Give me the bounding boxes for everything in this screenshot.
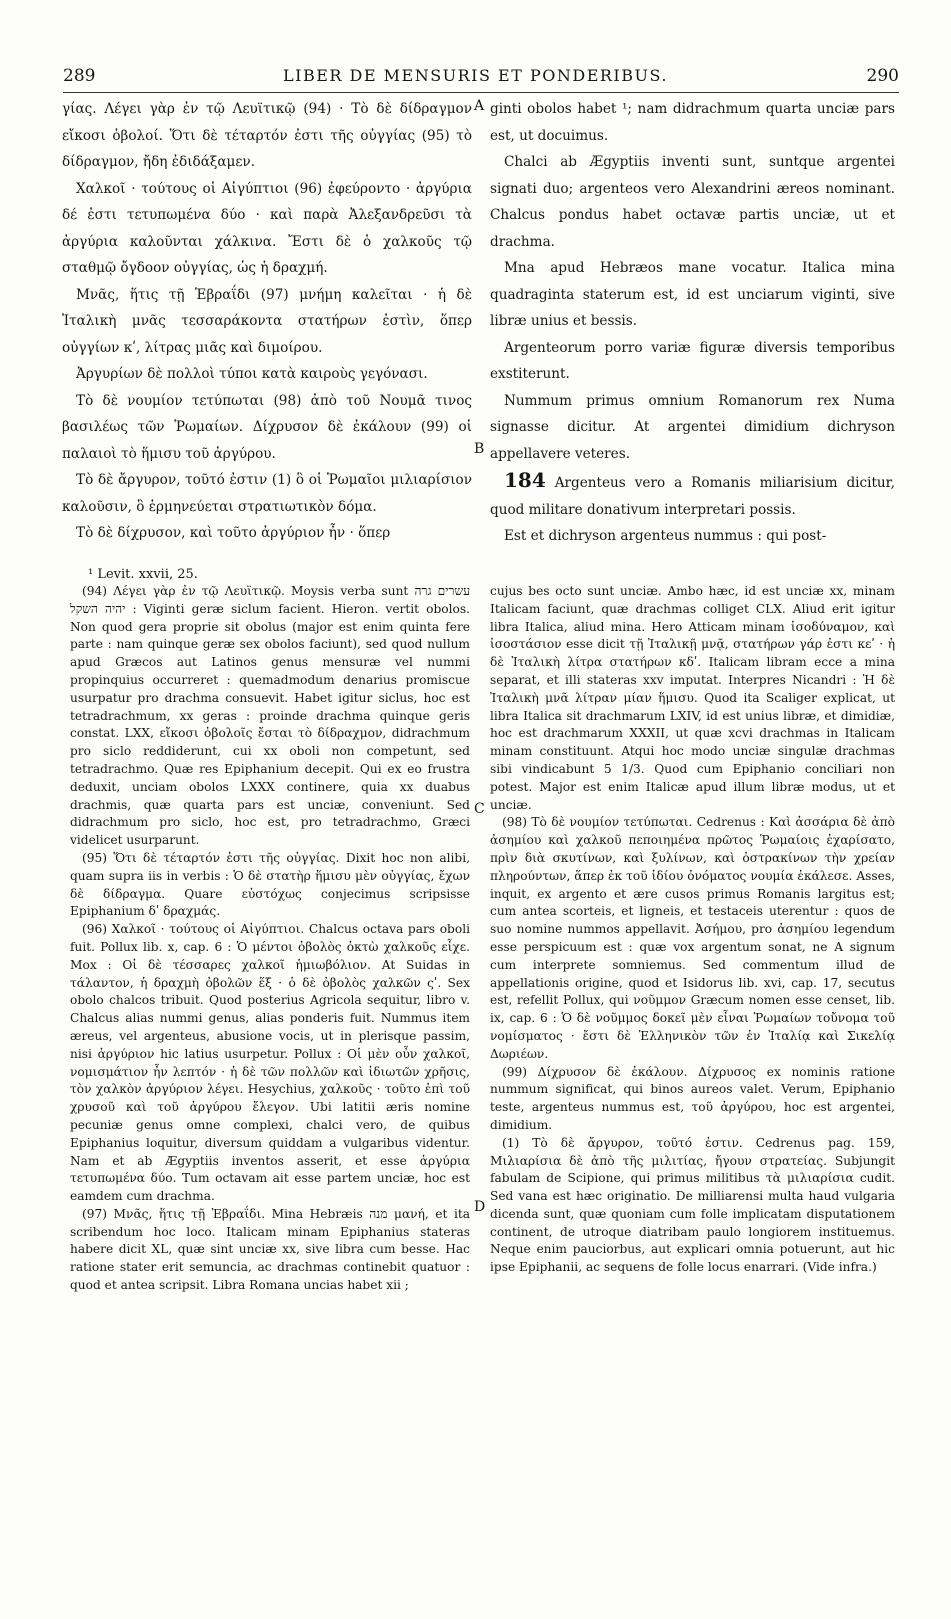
notes-left-column xyxy=(70,583,470,1295)
note-paragraph: (95) Ὅτι δὲ τέταρτόν ἐστι τῆς οὐγγίας. Dixit hoc non alibi, quam supra iis in verbis : Ὁ δὲ στατὴρ ἥμισυ μὲν οὐγγίας, ἔχων δὲ δίδραγμα. Quare εὐστόχως conjecimus scripsisse Epiphanium δʹ δραχμάς. xyxy=(70,850,470,919)
note-paragraph: (96) Χαλκοῖ · τούτους οἱ Αἰγύπτιοι. Chalcus octava pars oboli fuit. Pollux lib. x, cap. 6 : Ὁ μέντοι ὀβολὸς ὀκτὼ χαλκοῦς εἶχε. Mox : Οἱ δὲ τέσσαρες χαλκοῖ ἡμιωβόλιον. At Suidas in τάλαντον, ἡ δραχμὴ ὀβολῶν ἕξ · ὁ δὲ ὀβολὸς χαλκῶν ςʹ. Sex obolo chalcos tribuit. Quod posterius Agricola sequitur, libro v. Chalcus alias nummi genus, alias ponderis fuit. Nummus item æreus, vel argenteus, abusione vocis, ut in plerisque passim, nisi ἀργύριον hic latius usurpetur. Pollux : Οἱ μὲν οὖν χαλκοῖ, νομισμάτιον ἦν λεπτόν · ἡ δὲ τῶν πολλῶν καὶ ἰδιωτῶν χρῆσις, τὸν χαλκὸν ἀργύριον λέγει. Hesychius, χαλκοῦς · τοῦτο ἐπὶ τοῦ χρυσοῦ καὶ τοῦ ἀργύρου ἔλεγον. Ubi latitii æris nomine pecuniæ genus omne complexi, chalci vero, de quibus Epiphanius loquitur, diversum quiddam a vulgaribus videntur. Nam et ab Ægyptiis inventos asserit, et esse ἀργύρια τετυπωμένα δύο. Tum octavam ait esse partem unciæ, hoc est eamdem cum drachma. xyxy=(70,922,470,1204)
note-paragraph: (94) Λέγει γὰρ ἐν τῷ Λευϊτικῷ. Moysis verba sunt עשרים גרה יהיה השקל : Viginti geræ siclum facient. Hieron. vertit obolos. Non quod gera proprie sit obolus (major est enim quinta fere parte : nam quinque geræ sex obolos faciunt), sed quod nullum apud Græcos aut Latinos genus mensuræ vel nummi propinquius occurreret : quemadmodum denarius promiscue usurpatur pro drachma consuevit. Habet igitur siclus, hoc est tetradrachmum, xx geras : proinde drachma quinque geris constat. LXX, εἴκοσι ὀβολοῖς ἔσται τὸ δίδραχμον, didrachmum pro siclo reddiderunt, cui xx oboli non competunt, sed tetradrachmo. Quæ res Epiphanium decepit. Qui ex eo frustra deduxit, unciam obolos LXXX continere, quia xx duabus drachmis, quæ quarta pars est unciæ, conveniunt. Sed didrachmum pro siclo, hoc est, pro tetradrachmo, Græci videlicet usurparunt. xyxy=(70,584,470,848)
latin-paragraph: Nummum primus omnium Romanorum rex Numa signasse dicitur. At argentei dimidium dichryson appellavere veteres. xyxy=(490,392,895,462)
latin-paragraph-text: Argenteus vero a Romanis miliarisium dicitur, quod militare donativum interpretari possis. xyxy=(490,475,895,518)
header-rule xyxy=(63,92,899,93)
greek-paragraph: Ἀργυρίων δὲ πολλοὶ τύποι κατὰ καιροὺς γεγόνασι. xyxy=(76,366,428,382)
latin-paragraph: Est et dichryson argenteus nummus : qui post- xyxy=(504,528,827,544)
greek-paragraph: Τὸ δὲ ἄργυρον, τοῦτό ἐστιν (1) ὃ οἱ Ῥωμαῖοι μιλιαρίσιον καλοῦσιν, ὃ ἑρμηνεύεται στρατιωτικὸν δόμα. xyxy=(62,472,472,515)
latin-text-column xyxy=(490,96,895,550)
margin-letter: A xyxy=(474,98,485,114)
margin-letter: D xyxy=(474,1199,486,1215)
page-number-right: 290 xyxy=(866,66,899,86)
running-title: LIBER DE MENSURIS ET PONDERIBUS. xyxy=(283,66,668,85)
greek-paragraph: γίας. Λέγει γὰρ ἐν τῷ Λευϊτικῷ (94) · Τὸ δὲ δίδραγμον εἴκοσι ὀβολοί. Ὅτι δὲ τέταρτόν ἐστι τῆς οὐγγίας (95) τὸ δίδραγμον, ἤδη ἐδιδάξαμεν. xyxy=(62,101,472,170)
footnote: ¹ Levit. xxvii, 25. xyxy=(88,567,198,582)
page-number-left: 289 xyxy=(63,66,96,86)
note-paragraph: (1) Τὸ δὲ ἄργυρον, τοῦτό ἐστιν. Cedrenus pag. 159, Μιλιαρίσια δὲ ἀπὸ τῆς μιλιτίας, ἤγουν στρατείας. Subjungit fabulam de Scipione, qui primus militibus τὰ μιλιαρίσια cudit. Sed vana est hæc originatio. De milliarensi multa haud vulgaria dicenda sunt, quæ quoniam cum folle implicatam disputationem continent, de utroque diatribam paulo longiorem instituemus. Neque enim pauciorbus, aut explicari omnia potuerunt, aut hic ipse Epiphanii, ac sequens de folle locus enarrari. (Vide infra.) xyxy=(490,1135,895,1275)
greek-paragraph: Τὸ δὲ νουμίον τετύπωται (98) ἀπὸ τοῦ Νουμᾶ τινος βασιλέως τῶν Ῥωμαίων. Δίχρυσον δὲ ἐκάλουν (99) οἱ παλαιοὶ τὸ ἥμισυ τοῦ ἀργύρου. xyxy=(62,392,472,462)
greek-paragraph: Μνᾶς, ἥτις τῇ Ἑβραΐδι (97) μνήμη καλεῖται · ἡ δὲ Ἰταλικὴ μνᾶς τεσσαράκοντα στατήρων ἐστὶν, ὅπερ οὐγγίων κʹ, λίτρας μιᾶς καὶ διμοίρου. xyxy=(62,286,472,356)
notes-right-column xyxy=(490,583,895,1277)
note-paragraph: (98) Τὸ δὲ νουμίον τετύπωται. Cedrenus : Καὶ ἀσσάρια δὲ ἀπὸ ἀσημίου καὶ χαλκοῦ πεποιημένα πρῶτος Ῥωμαίοις ἐχαρίσατο, πρὶν διὰ σκυτίνων, καὶ ξυλίνων, καὶ ὀστρακίνων τὴν χρείαν πληρούντων, ἅπερ ἐκ τοῦ ἰδίου ὀνόματος νουμία ἐκάλεσε. Asses, inquit, ex argento et ære cusos primus Romanis largitus est; cum antea scorteis, et ligneis, et testaceis uterentur : quos de suo nomine nummos appellavit. Ἀσήμου, pro ἀσημίου legendum esse perspicuum est : quæ vox argentum sonat, ne A signum cum interprete somniemus. Sed commentum illud de appellationis origine, quod et Isidorus lib. xvi, cap. 17, secutus est, refellit Pollux, qui νοῦμμον Græcum nomen esse censet, lib. ix, cap. 6 : Ὁ δὲ νοῦμμος δοκεῖ μὲν εἶναι Ῥωμαίων τοὔνομα τοῦ νομίσματος · ἔστι δὲ Ἑλληνικὸν τῶν ἐν Ἰταλίᾳ καὶ Σικελίᾳ Δωριέων. xyxy=(490,815,895,1061)
greek-paragraph: Τὸ δὲ δίχρυσον, καὶ τοῦτο ἀργύριον ἦν · ὅπερ xyxy=(76,525,391,541)
section-number: 184 xyxy=(504,468,546,492)
latin-paragraph: Argenteorum porro variæ figuræ diversis temporibus exstiterunt. xyxy=(490,339,895,382)
note-paragraph: (97) Μνᾶς, ἥτις τῇ Ἑβραΐδι. Mina Hebræis מנה μανή, et ita scribendum hoc loco. Italicam minam Epiphanius stateras habere dicit XL, quæ sint unciæ xx, sive libra cum besse. Hac ratione stater erit semuncia, ac drachmas continebit quatuor : quod et antea scripsit. Libra Romana uncias habet xii ; xyxy=(70,1206,471,1293)
latin-paragraph: Chalci ab Ægyptiis inventi sunt, suntque argentei signati duo; argenteos vero Alexandrini æreos nominant. Chalcus pondus habet octavæ partis unciæ, ut et drachma. xyxy=(490,154,895,250)
latin-paragraph-with-section xyxy=(490,467,895,523)
greek-text-column xyxy=(62,96,472,547)
running-header xyxy=(0,66,951,90)
margin-letter: C xyxy=(474,801,485,817)
greek-paragraph: Χαλκοῖ · τούτους οἱ Αἰγύπτιοι (96) ἐφεύροντο · ἀργύρια δέ ἐστι τετυπωμένα δύο · καὶ παρὰ Ἀλεξανδρεῦσι τὰ ἀργύρια καλοῦνται χάλκινα. Ἔστι δὲ ὁ χαλκοῦς τῷ σταθμῷ ὄγδοον οὐγγίας, ὡς ἡ δραχμή. xyxy=(62,180,472,276)
latin-paragraph: ginti obolos habet ¹; nam didrachmum quarta unciæ pars est, ut docuimus. xyxy=(490,101,895,144)
margin-letter: B xyxy=(474,441,485,457)
note-paragraph: (99) Δίχρυσον δὲ ἐκάλουν. Δίχρυσος ex nominis ratione nummum significat, qui binos aureos valet. Verum, Epiphanio teste, argenteus nummus est, τοῦ ἀργύρου, hoc est argentei, dimidium. xyxy=(490,1064,895,1132)
note-paragraph: cujus bes octo sunt unciæ. Ambo hæc, id est unciæ xx, minam Italicam faciunt, quæ drachmas colliget CLX. Aliud erit igitur libra Italica, aliud mina. Hero Atticam minam ἰσοδύναμον, καὶ ἰσοστάσιον esse dicit τῇ Ἰταλικῇ μνᾷ, στατήρων γάρ ἐστι κεʹ · ἡ δὲ Ἰταλικὴ λίτρα στατήρων κδʹ. Italicam libram ecce a mina separat, et illi stateras xxv imputat. Interpres Nicandri : Ἡ δὲ Ἰταλικὴ μνᾶ λίτραν μίαν ἥμισυ. Quod ita Scaliger explicat, ut libra Italica sit drachmarum LXIV, id est unius libræ, et dimidiæ, hoc est drachmarum XXXII, ut quæ xcvi drachmas in Italicam minam constituunt. Atqui hoc modo unciæ singulæ drachmas sibi vindicabunt 5 1/3. Quod cum Epiphanio conciliari non potest. Major est enim Italicæ apud illum libræ modus, ut et unciæ. xyxy=(490,584,895,812)
latin-paragraph: Mna apud Hebræos mane vocatur. Italica mina quadraginta staterum est, id est unciarum viginti, sive libræ unius et bessis. xyxy=(490,260,895,329)
